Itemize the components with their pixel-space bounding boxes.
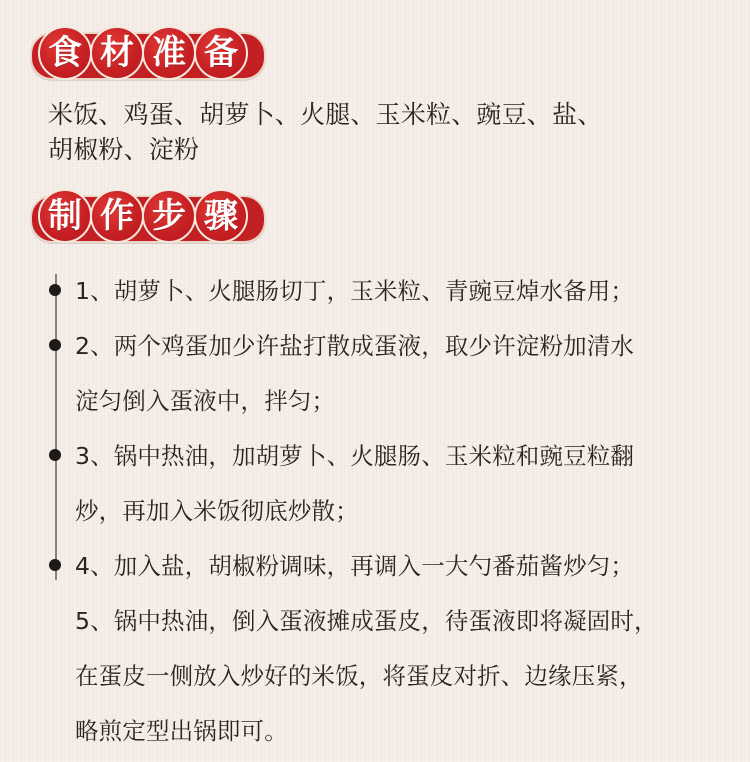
- ingredients-line: 胡椒粉、淀粉: [48, 135, 200, 164]
- step-text: 3、锅中热油，加胡萝卜、火腿肠、玉米粒和豌豆粒翻: [75, 442, 635, 470]
- steps-list: [75, 264, 725, 759]
- step-text: 5、锅中热油，倒入蛋液摊成蛋皮，待蛋液即将凝固时，: [75, 607, 658, 635]
- step-item: [75, 264, 725, 319]
- step-item: [75, 594, 725, 759]
- heading-char: 作: [90, 189, 144, 243]
- step-text: 4、加入盐，胡椒粉调味，再调入一大勺番茄酱炒匀；: [75, 552, 635, 580]
- step-item: [75, 319, 725, 429]
- timeline-dot: [49, 449, 61, 461]
- heading-char: 准: [142, 26, 196, 80]
- ingredients-line: 米饭、鸡蛋、胡萝卜、火腿、玉米粒、豌豆、盐、: [48, 100, 603, 129]
- heading-char: 材: [90, 26, 144, 80]
- ingredients-heading: [38, 25, 246, 81]
- step-text: 1、胡萝卜、火腿肠切丁，玉米粒、青豌豆焯水备用；: [75, 277, 635, 305]
- step-item: [75, 429, 725, 539]
- step-item: [75, 539, 725, 594]
- step-text: 炒，再加入米饭彻底炒散；: [75, 497, 359, 525]
- steps-heading: [38, 188, 246, 244]
- ingredients-list: [48, 97, 688, 167]
- heading-char: 骤: [194, 189, 248, 243]
- timeline-line: [55, 274, 57, 580]
- timeline-dot: [49, 339, 61, 351]
- step-text: 略煎定型出锅即可。: [75, 717, 288, 745]
- step-text: 淀匀倒入蛋液中，拌匀；: [75, 387, 336, 415]
- heading-char: 备: [194, 26, 248, 80]
- heading-char: 制: [38, 189, 92, 243]
- heading-char: 步: [142, 189, 196, 243]
- timeline-dot: [49, 559, 61, 571]
- step-text: 在蛋皮一侧放入炒好的米饭，将蛋皮对折、边缘压紧，: [75, 662, 643, 690]
- timeline-dot: [49, 284, 61, 296]
- step-text: 2、两个鸡蛋加少许盐打散成蛋液，取少许淀粉加清水: [75, 332, 635, 360]
- heading-char: 食: [38, 26, 92, 80]
